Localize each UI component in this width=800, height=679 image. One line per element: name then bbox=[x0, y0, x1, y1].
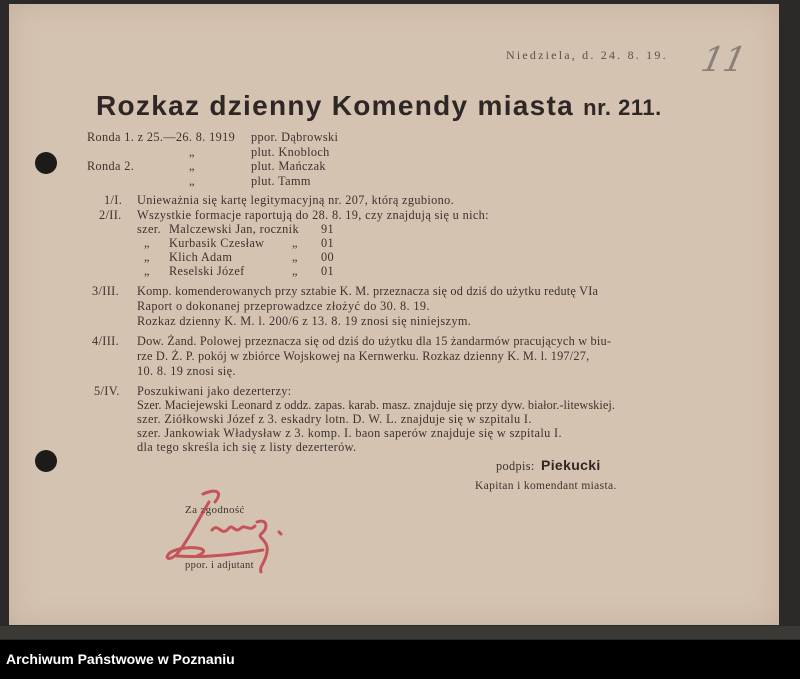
round-name: ppor. Dąbrowski bbox=[251, 130, 339, 144]
ditto-mark: „ bbox=[292, 264, 298, 278]
title-number: nr. 211. bbox=[583, 95, 662, 120]
item-text: Wszystkie formacje raportują do 28. 8. 19, czy znajdują się u nich: bbox=[137, 208, 489, 222]
item-number: 3/III. bbox=[92, 284, 120, 298]
signature-label: podpis: bbox=[496, 459, 535, 473]
document-page bbox=[9, 4, 779, 625]
soldier-year: 00 bbox=[321, 250, 334, 264]
item-line: Poszukiwani jako dezerterzy: bbox=[137, 384, 292, 398]
round-label: Ronda 2. bbox=[87, 159, 135, 173]
item-line: Dow. Żand. Polowej przeznacza się od dziś do użytku dla 15 żandarmów pracujących w biu- bbox=[137, 334, 612, 348]
soldier-year: 01 bbox=[321, 236, 334, 250]
soldier-prefix: szer. bbox=[137, 222, 161, 236]
round-name: plut. Tamm bbox=[251, 174, 311, 188]
item-number: 2/II. bbox=[99, 208, 122, 222]
item-line: szer. Ziółkowski Józef z 3. eskadry lotn. D. W. L. znajduje się w szpitalu I. bbox=[137, 412, 532, 426]
round-name: plut. Knobloch bbox=[251, 145, 330, 159]
soldier-year: 01 bbox=[321, 264, 334, 278]
ditto-mark: „ bbox=[292, 236, 298, 250]
soldier-year: 91 bbox=[321, 222, 334, 236]
item-line: Komp. komenderowanych przy sztabie K. M. przeznacza się od dziś do użytku redutę VIa bbox=[137, 284, 599, 298]
item-text: Unieważnia się kartę legitymacyjną nr. 207, którą zgubiono. bbox=[137, 193, 455, 207]
item-line: Szer. Maciejewski Leonard z oddz. zapas. karab. masz. znajduje się przy dyw. białor.-litewskiej. bbox=[137, 398, 615, 412]
item-line: dla tego skreśla ich się z listy dezerterów. bbox=[137, 440, 357, 454]
soldier-prefix: „ bbox=[144, 236, 150, 250]
document-date: Niedziela, d. 24. 8. 19. bbox=[506, 48, 668, 62]
round-label: Ronda 1. z 25.—26. 8. 1919 bbox=[87, 130, 236, 144]
soldier-prefix: „ bbox=[144, 250, 150, 264]
title-text: Rozkaz dzienny Komendy miasta bbox=[96, 90, 575, 121]
folio-number: 11 bbox=[697, 40, 750, 80]
punch-hole bbox=[35, 450, 57, 472]
soldier-name: Klich Adam bbox=[169, 250, 233, 264]
item-number: 5/IV. bbox=[94, 384, 120, 398]
ditto-mark: „ bbox=[189, 145, 195, 159]
item-line: rze D. Ż. P. pokój w zbiórce Wojskowej na Kernwerku. Rozkaz dzienny K. M. l. 197/27, bbox=[137, 349, 590, 363]
certification-role: ppor. i adjutant bbox=[185, 560, 254, 571]
certification-label: Za zgodność bbox=[185, 504, 245, 516]
round-name: plut. Mańczak bbox=[251, 159, 326, 173]
item-line: Raport o dokonanej przeprowadzce złożyć do 30. 8. 19. bbox=[137, 299, 430, 313]
archive-footer bbox=[0, 640, 800, 679]
item-number: 1/I. bbox=[104, 193, 123, 207]
archive-name: Archiwum Państwowe w Poznaniu bbox=[6, 651, 235, 667]
signature-name: Piekucki bbox=[541, 457, 601, 473]
ditto-mark: „ bbox=[189, 159, 195, 173]
document-title bbox=[96, 90, 662, 122]
handwritten-signature bbox=[157, 482, 297, 582]
ditto-mark: „ bbox=[189, 174, 195, 188]
soldier-name: Malczewski Jan, rocznik bbox=[169, 222, 299, 236]
soldier-name: Kurbasik Czesław bbox=[169, 236, 265, 250]
item-line: 10. 8. 19 znosi się. bbox=[137, 364, 236, 378]
soldier-prefix: „ bbox=[144, 264, 150, 278]
item-number: 4/III. bbox=[92, 334, 120, 348]
punch-hole bbox=[35, 152, 57, 174]
scan-border bbox=[0, 626, 800, 639]
item-line: szer. Jankowiak Władysław z 3. komp. I. baon saperów znajduje się w szpitalu I. bbox=[137, 426, 562, 440]
item-line: Rozkaz dzienny K. M. l. 200/6 z 13. 8. 19 znosi się niniejszym. bbox=[137, 314, 472, 328]
ditto-mark: „ bbox=[292, 250, 298, 264]
soldier-name: Reselski Józef bbox=[169, 264, 245, 278]
signature-role: Kapitan i komendant miasta. bbox=[475, 480, 617, 492]
